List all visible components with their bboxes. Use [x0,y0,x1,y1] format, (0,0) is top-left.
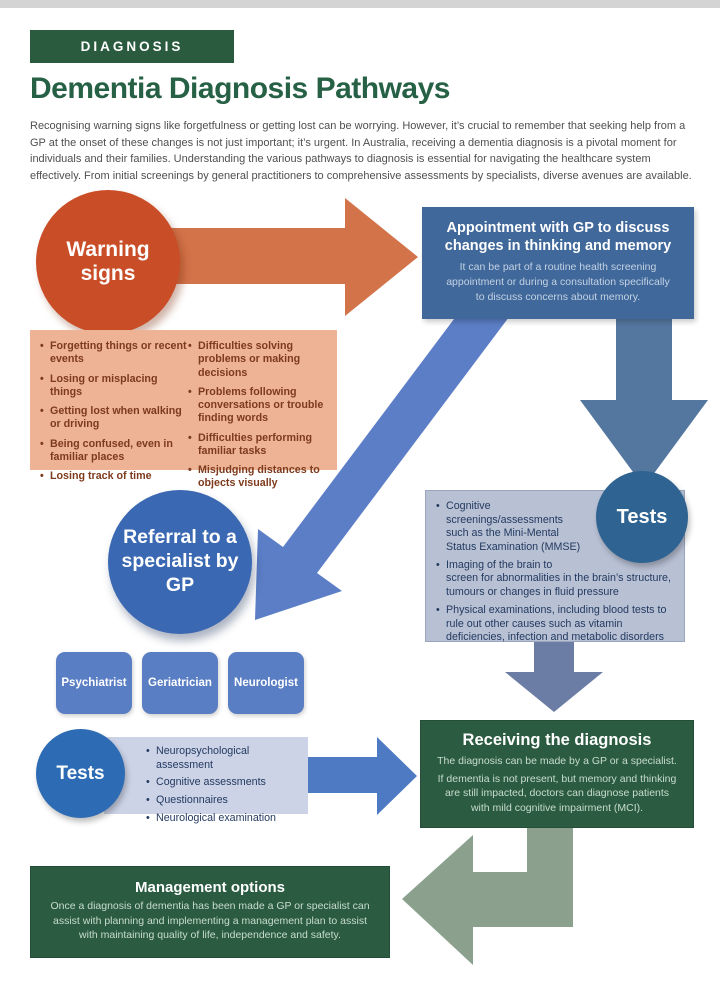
receiving-paragraph: The diagnosis can be made by a GP or a specialist. [437,755,677,767]
management-options-body: Once a diagnosis of dementia has been made a GP or specialist can assist with planning and implementing a management plan to assist with maintaining quality of life, independence and safety. [50,900,370,942]
left-arrowhead-to-management [402,835,473,965]
page-title: Dementia Diagnosis Pathways [30,72,450,105]
intro-paragraph: Recognising warning signs like forgetfulness or getting lost can be worrying. However, it’s crucial to remember that seeking help from a GP at the onset of these changes is not just important; it’s urgent. In Australia, receiving a dementia diagnosis is a pivotal moment for individuals and their families. Understanding the various pathways to diagnosis is essential for navigating the healthcare system effectively. From initial screenings by general practitioners to comprehensive assessments by specialists, diverse avenues are available. [30,120,692,182]
specialist-test-item: • Neuropsychological assessment [146,745,304,772]
down-arrow-to-receiving [505,642,603,712]
specialist-tests-list [146,745,304,825]
receiving-diagnosis-box [420,720,694,828]
management-options-title: Management options [134,879,285,896]
warning-signs-list-box [30,330,337,490]
specialist-row [56,652,304,714]
gp-tests-circle: Tests [596,471,688,563]
warning-sign-item: • Losing or misplacing things [40,373,188,400]
receiving-diagnosis-title: Receiving the diagnosis [462,731,652,749]
specialist-tests-circle: Tests [36,729,125,818]
warning-sign-item: • Difficulties performing familiar tasks [188,432,333,459]
warning-sign-item: • Getting lost when walking or driving [40,405,188,432]
receiving-paragraph: If dementia is not present, but memory and thinking are still impacted, doctors can diagnose patients with mild cognitive impairment (MCI). [437,773,677,814]
gp-appointment-title: Appointment with GP to discuss changes in thinking and memory [444,220,672,255]
down-arrow-to-tests [580,310,708,487]
management-options-box [30,866,390,958]
warning-sign-item: • Problems following conversations or trouble finding words [188,386,333,426]
warning-list-left-column [40,340,188,483]
diagnosis-badge: DIAGNOSIS [30,30,234,63]
warning-sign-item: • Difficulties solving problems or making decisions [188,340,333,380]
specialist-box: Neurologist [228,652,304,714]
referral-label: Referral to a specialist by GP [121,526,239,596]
specialist-tests-box [104,737,308,824]
specialist-test-item: • Questionnaires [146,794,304,808]
gp-test-item: • Cognitive screenings/assessments such as the Mini-Mental Status Examination (MMSE) [436,500,676,555]
warning-sign-item: • Forgetting things or recent events [40,340,188,367]
gp-appointment-body: It can be part of a routine health screening appointment or during a consultation specifically to discuss concerns about memory. [446,261,670,303]
specialist-test-item: • Cognitive assessments [146,776,304,790]
warning-list-right-column [188,340,333,490]
gp-test-item: • Imaging of the brain to screen for abnormalities in the brain’s structure, tumours or changes in fluid pressure [436,559,676,600]
warning-signs-label: Warning signs [66,237,150,285]
receiving-diagnosis-paragraphs [435,754,679,815]
right-arrow-to-receiving [300,737,417,815]
gp-appointment-box [422,207,694,319]
specialist-box: Geriatrician [142,652,218,714]
gp-test-item: • Physical examinations, including blood tests to rule out other causes such as vitamin deficiencies, infection and metabolic disorders [436,604,676,645]
warning-sign-item: • Misjudging distances to objects visually [188,464,333,491]
specialist-box: Psychiatrist [56,652,132,714]
referral-circle [108,490,252,634]
elbow-arrow-horizontal-bar [473,872,573,927]
warning-signs-circle [36,190,180,334]
orange-right-arrow [150,198,418,316]
warning-sign-item: • Being confused, even in familiar places [40,438,188,465]
warning-sign-item: • Losing track of time [40,470,188,483]
specialist-test-item: • Neurological examination [146,812,304,826]
